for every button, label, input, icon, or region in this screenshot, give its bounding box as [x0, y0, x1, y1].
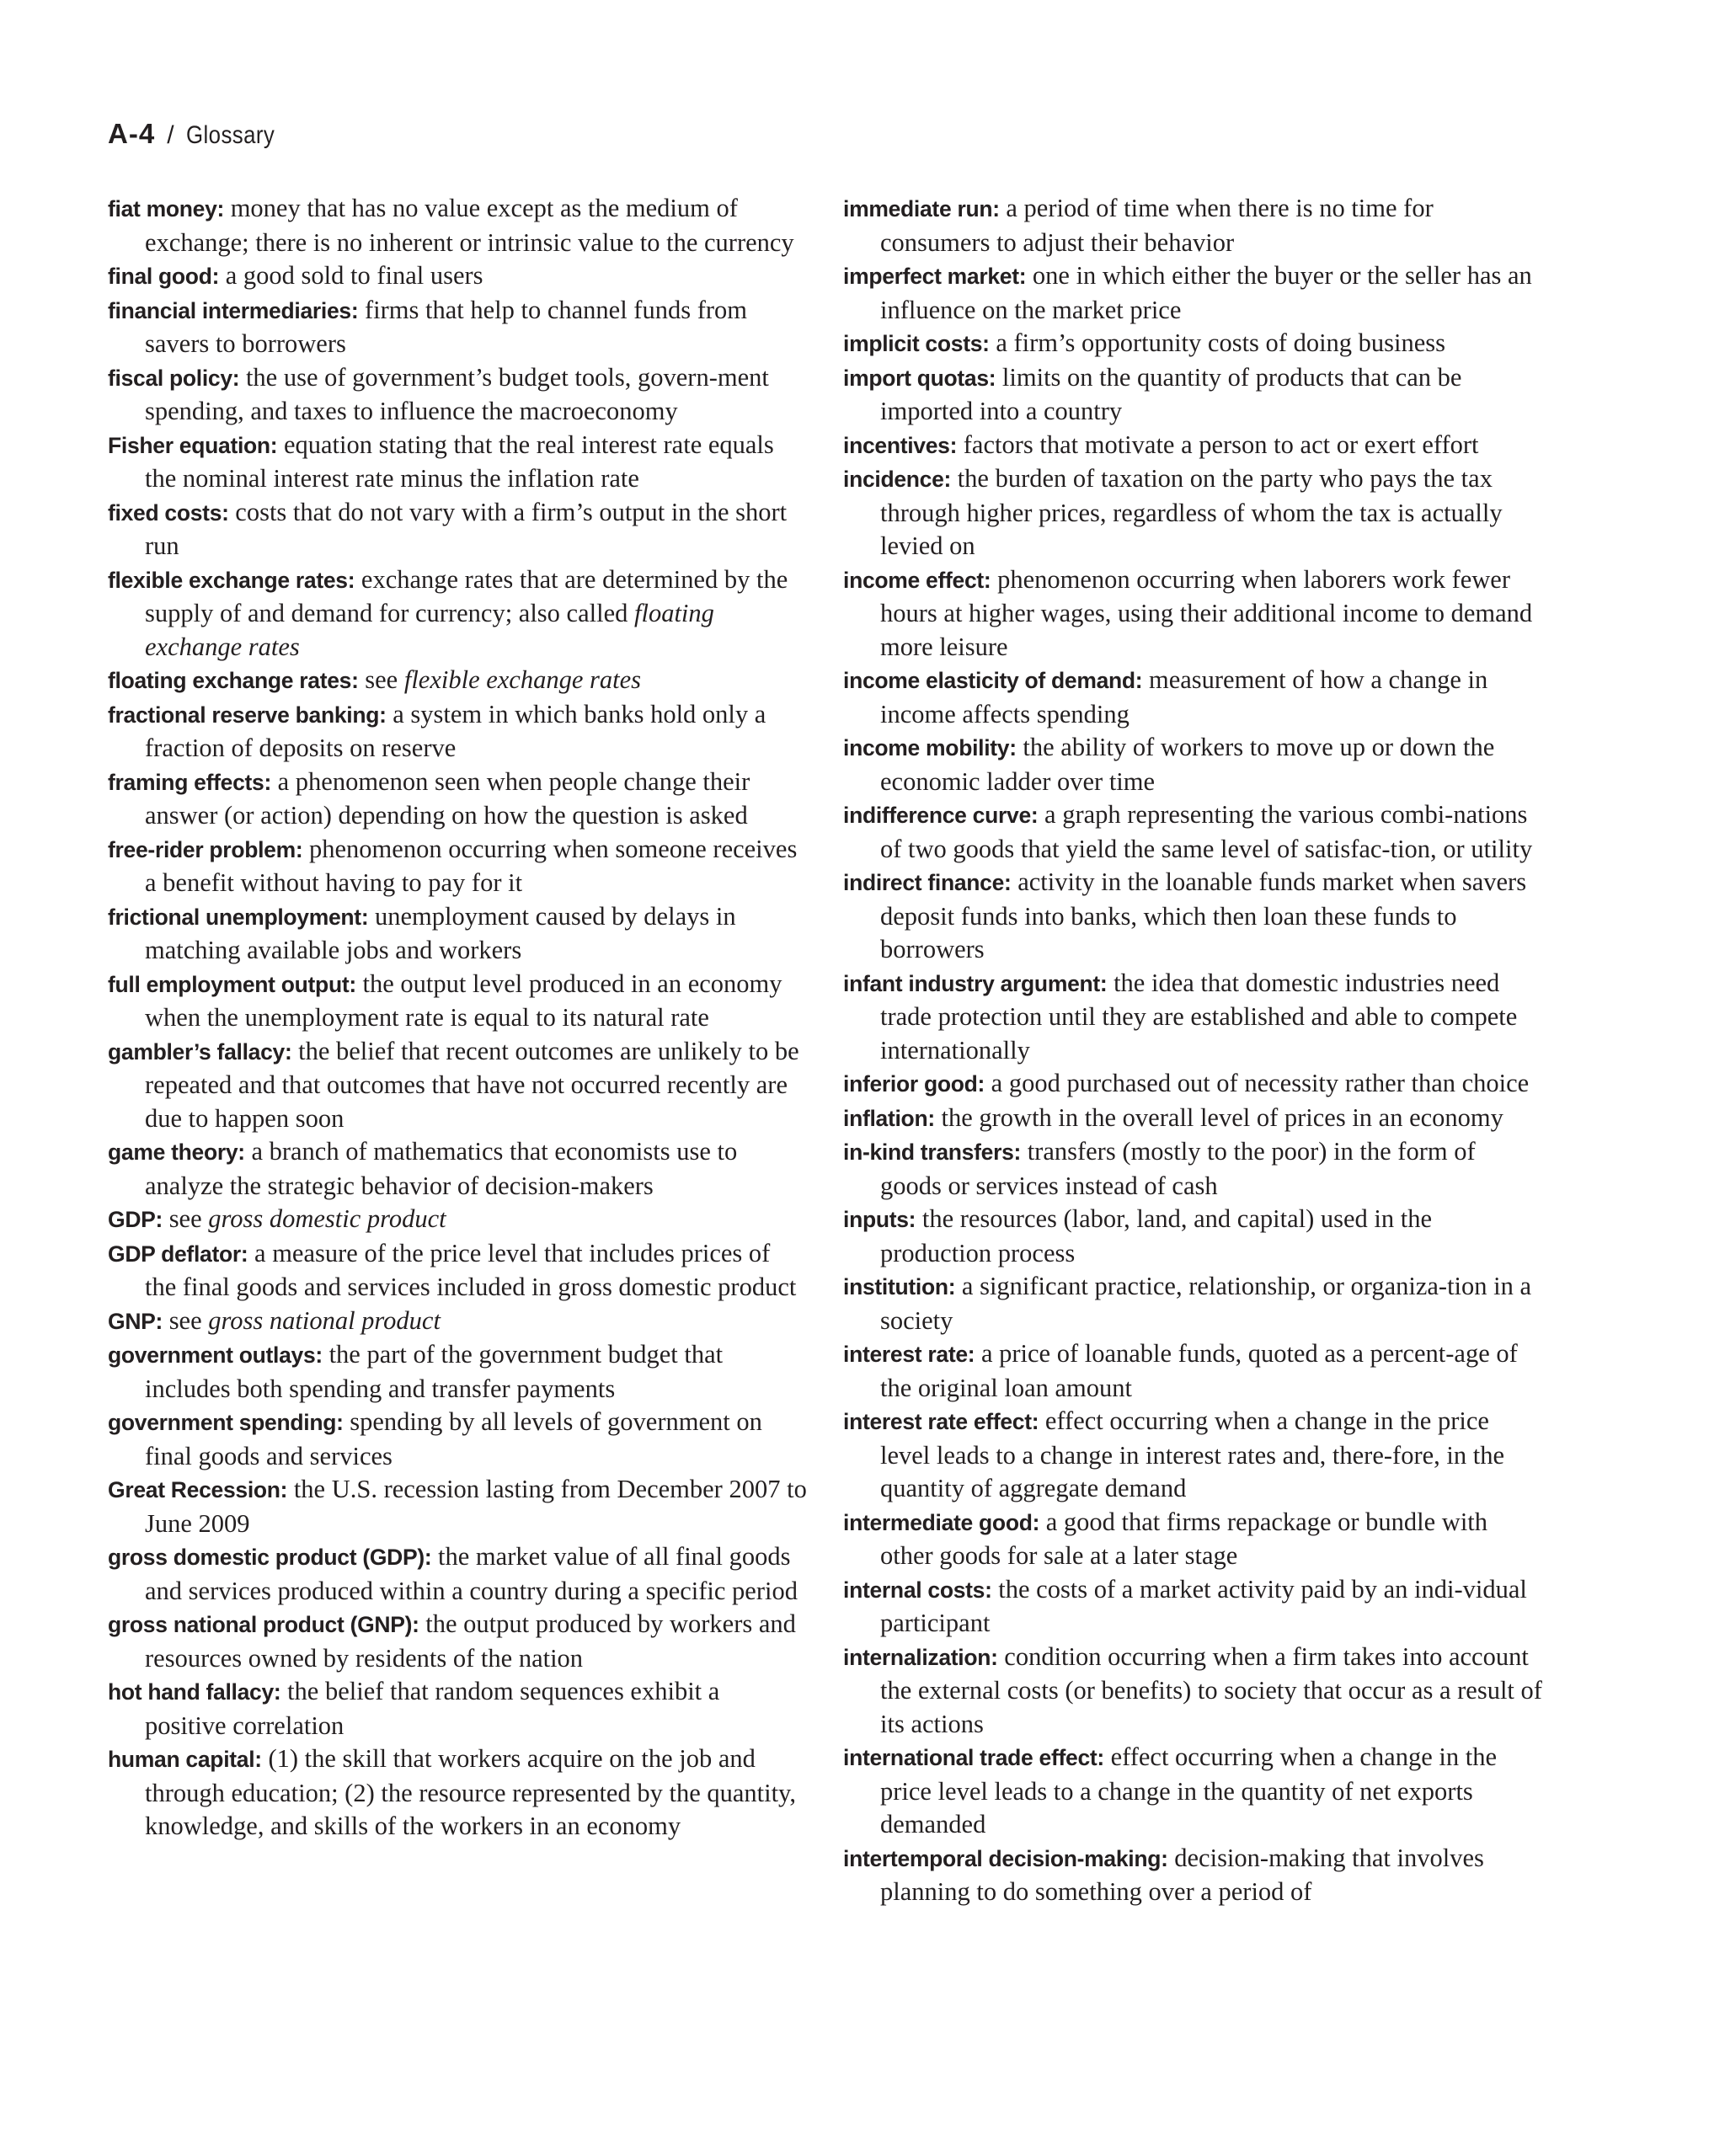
glossary-definition: costs that do not vary with a firm’s output in the short run — [145, 497, 788, 560]
glossary-definition: the costs of a market activity paid by an indi-vidual participant — [880, 1574, 1527, 1637]
glossary-definition: a good purchased out of necessity rather than choice — [991, 1069, 1530, 1097]
glossary-term: in-kind transfers: — [843, 1139, 1022, 1165]
glossary-cross-reference: gross national product — [208, 1305, 441, 1335]
glossary-definition: firms that help to channel funds from savers to borrowers — [145, 295, 747, 358]
glossary-entry — [843, 731, 1542, 798]
glossary-definition: phenomenon occurring when laborers work fewer hours at higher wages, using their additional income to demand more leisure — [880, 564, 1533, 661]
glossary-term: fixed costs: — [108, 499, 229, 526]
glossary-definition: money that has no value except as the medium of exchange; there is no inherent or intrinsic value to the currency — [145, 194, 794, 257]
glossary-term: implicit costs: — [843, 331, 990, 356]
glossary-term: human capital: — [108, 1747, 262, 1772]
glossary-entry — [843, 866, 1542, 967]
glossary-definition: the part of the government budget that includes both spending and transfer payments — [145, 1340, 724, 1403]
glossary-definition: phenomenon occurring when someone receives a benefit without having to pay for it — [145, 834, 798, 897]
glossary-term: fiscal policy: — [108, 365, 240, 391]
glossary-term: intermediate good: — [843, 1509, 1040, 1535]
glossary-term: income effect: — [843, 567, 991, 593]
glossary-definition: a firm’s opportunity costs of doing business — [996, 328, 1446, 357]
glossary-term: full employment output: — [108, 971, 356, 997]
glossary-entry — [108, 1406, 807, 1473]
glossary-definition: a measure of the price level that includes prices of the final goods and services included in gross domestic product — [145, 1238, 797, 1301]
glossary-entry — [843, 798, 1542, 866]
glossary-definition: activity in the loanable funds market when savers deposit funds into banks, which then loan these funds to borrowers — [880, 867, 1527, 963]
glossary-definition: factors that motivate a person to act or exert effort — [963, 430, 1479, 459]
glossary-term: indifference curve: — [843, 803, 1039, 828]
glossary-term: GDP deflator: — [108, 1241, 248, 1267]
glossary-entry — [108, 833, 807, 900]
glossary-definition: the ability of workers to move up or down the economic ladder over time — [880, 733, 1495, 796]
glossary-definition: a branch of mathematics that economists use to analyze the strategic behavior of decision-makers — [145, 1137, 738, 1200]
glossary-entry — [108, 496, 807, 563]
glossary-entry — [843, 664, 1542, 731]
glossary-definition: the belief that recent outcomes are unlikely to be repeated and that outcomes that have not occurred recently are due to happen soon — [145, 1036, 799, 1133]
glossary-term: import quotas: — [843, 365, 996, 391]
glossary-term: internalization: — [843, 1644, 998, 1670]
glossary-definition: the market value of all final goods and services produced within a country during a specific period — [145, 1542, 798, 1605]
glossary-entry — [108, 259, 807, 294]
glossary-definition: see — [168, 1204, 202, 1233]
glossary-cross-reference: flexible exchange rates — [403, 665, 642, 694]
header-separator: / — [167, 121, 175, 149]
glossary-definition: effect occurring when a change in the price level leads to a change in interest rates and, there-fore, in the quantity of aggregate demand — [880, 1406, 1504, 1502]
glossary-definition: a period of time when there is no time for consumers to adjust their behavior — [880, 194, 1434, 257]
glossary-definition: the burden of taxation on the party who pays the tax through higher prices, regardless of whom the tax is actually levied on — [880, 464, 1503, 560]
glossary-definition: the growth in the overall level of prices in an economy — [941, 1102, 1503, 1132]
glossary-definition: a system in which banks hold only a fraction of deposits on reserve — [145, 699, 766, 762]
glossary-term: hot hand fallacy: — [108, 1679, 281, 1705]
glossary-definition: a significant practice, relationship, or organiza-tion in a society — [880, 1272, 1532, 1335]
glossary-entry — [108, 766, 807, 833]
glossary-entry — [108, 563, 807, 664]
glossary-term: inferior good: — [843, 1071, 985, 1097]
glossary-definition: unemployment caused by delays in matching available jobs and workers — [145, 901, 736, 964]
glossary-definition: a graph representing the various combi-nations of two goods that yield the same level of satisfac-tion, or utility — [880, 800, 1533, 863]
glossary-definition: a good sold to final users — [225, 261, 483, 290]
glossary-entry — [108, 1237, 807, 1305]
glossary-definition: effect occurring when a change in the price level leads to a change in the quantity of net exports demanded — [880, 1742, 1497, 1838]
glossary-term: GDP: — [108, 1207, 163, 1232]
glossary-term: inflation: — [843, 1105, 935, 1131]
glossary-term: institution: — [843, 1274, 956, 1299]
glossary-term: government outlays: — [108, 1342, 323, 1368]
glossary-definition: (1) the skill that workers acquire on the job and through education; (2) the resource represented by the quantity, knowledge, and skills of the workers in an economy — [145, 1744, 796, 1840]
glossary-term: framing effects: — [108, 769, 271, 795]
glossary-definition: the belief that random sequences exhibit a positive correlation — [145, 1677, 720, 1740]
glossary-entry — [843, 361, 1542, 429]
glossary-entry — [843, 462, 1542, 563]
glossary-cross-reference: floating exchange rates — [145, 599, 714, 661]
glossary-term: final good: — [108, 264, 220, 289]
glossary-term: gross domestic product (GDP): — [108, 1545, 432, 1570]
glossary-definition: the output produced by workers and resources owned by residents of the nation — [145, 1609, 796, 1673]
glossary-definition: limits on the quantity of products that can be imported into a country — [880, 362, 1462, 425]
glossary-entry — [843, 1405, 1542, 1506]
glossary-term: floating exchange rates: — [108, 668, 359, 693]
section-title: Glossary — [186, 121, 275, 149]
glossary-entry — [843, 429, 1542, 463]
glossary-term: incidence: — [843, 467, 952, 492]
glossary-entry — [108, 1540, 807, 1608]
glossary-definition: the resources (labor, land, and capital) used in the production process — [880, 1204, 1433, 1267]
glossary-term: interest rate: — [843, 1342, 975, 1367]
glossary-term: frictional unemployment: — [108, 904, 369, 930]
glossary-entry — [108, 192, 807, 259]
glossary-entry — [108, 900, 807, 968]
glossary-entry — [108, 698, 807, 766]
glossary-definition: a phenomenon seen when people change their answer (or action) depending on how the question is asked — [145, 766, 750, 830]
glossary-definition: exchange rates that are determined by the supply of and demand for currency; also called — [145, 564, 788, 627]
glossary-entry — [843, 192, 1542, 259]
glossary-term: internal costs: — [843, 1577, 992, 1603]
glossary-definition: the idea that domestic industries need trade protection until they are established and able to compete internationally — [880, 968, 1518, 1065]
glossary-entry — [843, 259, 1542, 327]
glossary-definition: a price of loanable funds, quoted as a percent-age of the original loan amount — [880, 1339, 1518, 1402]
glossary-entry — [108, 968, 807, 1035]
glossary-term: interest rate effect: — [843, 1409, 1039, 1434]
glossary-entry — [843, 1573, 1542, 1641]
glossary-term: flexible exchange rates: — [108, 567, 355, 593]
glossary-entry — [843, 1102, 1542, 1136]
glossary-entry — [108, 664, 807, 698]
glossary-entry — [843, 1135, 1542, 1203]
glossary-entry — [843, 967, 1542, 1068]
glossary-entry — [108, 1742, 807, 1844]
glossary-entry — [108, 294, 807, 361]
glossary-entry — [843, 1270, 1542, 1337]
glossary-term: free-rider problem: — [108, 836, 303, 862]
glossary-term: infant industry argument: — [843, 970, 1108, 996]
glossary-term: GNP: — [108, 1308, 163, 1334]
glossary-column-left — [108, 192, 807, 1844]
glossary-definition: see — [365, 665, 398, 694]
glossary-definition: a good that firms repackage or bundle with other goods for sale at a later stage — [880, 1507, 1488, 1570]
glossary-entry — [108, 1338, 807, 1406]
glossary-entry — [843, 1641, 1542, 1742]
glossary-definition: measurement of how a change in income affects spending — [880, 665, 1488, 728]
glossary-definition: one in which either the buyer or the seller has an influence on the market price — [880, 261, 1532, 324]
glossary-definition: spending by all levels of government on final goods and services — [145, 1407, 762, 1470]
glossary-entry — [843, 563, 1542, 664]
glossary-definition: see — [168, 1305, 202, 1335]
glossary-term: incentives: — [843, 432, 958, 458]
glossary-entry — [843, 327, 1542, 361]
glossary-entry — [108, 1035, 807, 1136]
glossary-cross-reference: gross domestic product — [208, 1204, 446, 1233]
glossary-term: inputs: — [843, 1207, 916, 1232]
glossary-definition: equation stating that the real interest rate equals the nominal interest rate minus the inflation rate — [145, 430, 774, 493]
glossary-entry — [108, 429, 807, 496]
glossary-entry — [843, 1067, 1542, 1102]
glossary-term: game theory: — [108, 1139, 245, 1165]
glossary-entry — [108, 1135, 807, 1203]
glossary-definition: condition occurring when a firm takes into account the external costs (or benefits) to society that occur as a result of its actions — [880, 1641, 1542, 1738]
glossary-entry — [843, 1506, 1542, 1573]
glossary-term: gambler’s fallacy: — [108, 1038, 292, 1065]
glossary-entry — [108, 1473, 807, 1540]
glossary-entry — [843, 1842, 1542, 1909]
glossary-term: gross national product (GNP): — [108, 1612, 419, 1637]
glossary-entry — [108, 1675, 807, 1742]
glossary-definition: decision-making that involves planning to do something over a period of — [880, 1843, 1484, 1906]
running-head — [108, 118, 289, 150]
glossary-entry — [843, 1203, 1542, 1270]
glossary-term: intertemporal decision-making: — [843, 1845, 1168, 1871]
glossary-definition: transfers (mostly to the poor) in the form of goods or services instead of cash — [880, 1137, 1476, 1200]
glossary-definition: the use of government’s budget tools, govern-ment spending, and taxes to influence the macroeconomy — [145, 362, 769, 425]
glossary-entry — [108, 1203, 807, 1237]
glossary-term: fiat money: — [108, 196, 225, 221]
glossary-term: government spending: — [108, 1410, 344, 1435]
glossary-entry — [108, 1608, 807, 1675]
glossary-entry — [843, 1337, 1542, 1405]
glossary-entry — [108, 361, 807, 429]
glossary-definition: the output level produced in an economy when the unemployment rate is equal to its natural rate — [145, 969, 782, 1032]
glossary-term: imperfect market: — [843, 264, 1027, 289]
glossary-term: international trade effect: — [843, 1745, 1104, 1770]
glossary-term: Great Recession: — [108, 1477, 288, 1502]
glossary-term: financial intermediaries: — [108, 297, 359, 323]
glossary-term: income elasticity of demand: — [843, 668, 1143, 693]
glossary-term: income mobility: — [843, 735, 1017, 760]
glossary-entry — [108, 1305, 807, 1339]
glossary-term: indirect finance: — [843, 870, 1012, 895]
glossary-term: Fisher equation: — [108, 432, 278, 458]
glossary-term: immediate run: — [843, 196, 1000, 221]
glossary-term: fractional reserve banking: — [108, 702, 387, 728]
glossary-entry — [843, 1741, 1542, 1842]
page-number: A-4 — [108, 118, 156, 149]
glossary-definition: the U.S. recession lasting from December 2007 to June 2009 — [145, 1475, 807, 1538]
glossary-column-right — [843, 192, 1542, 1909]
